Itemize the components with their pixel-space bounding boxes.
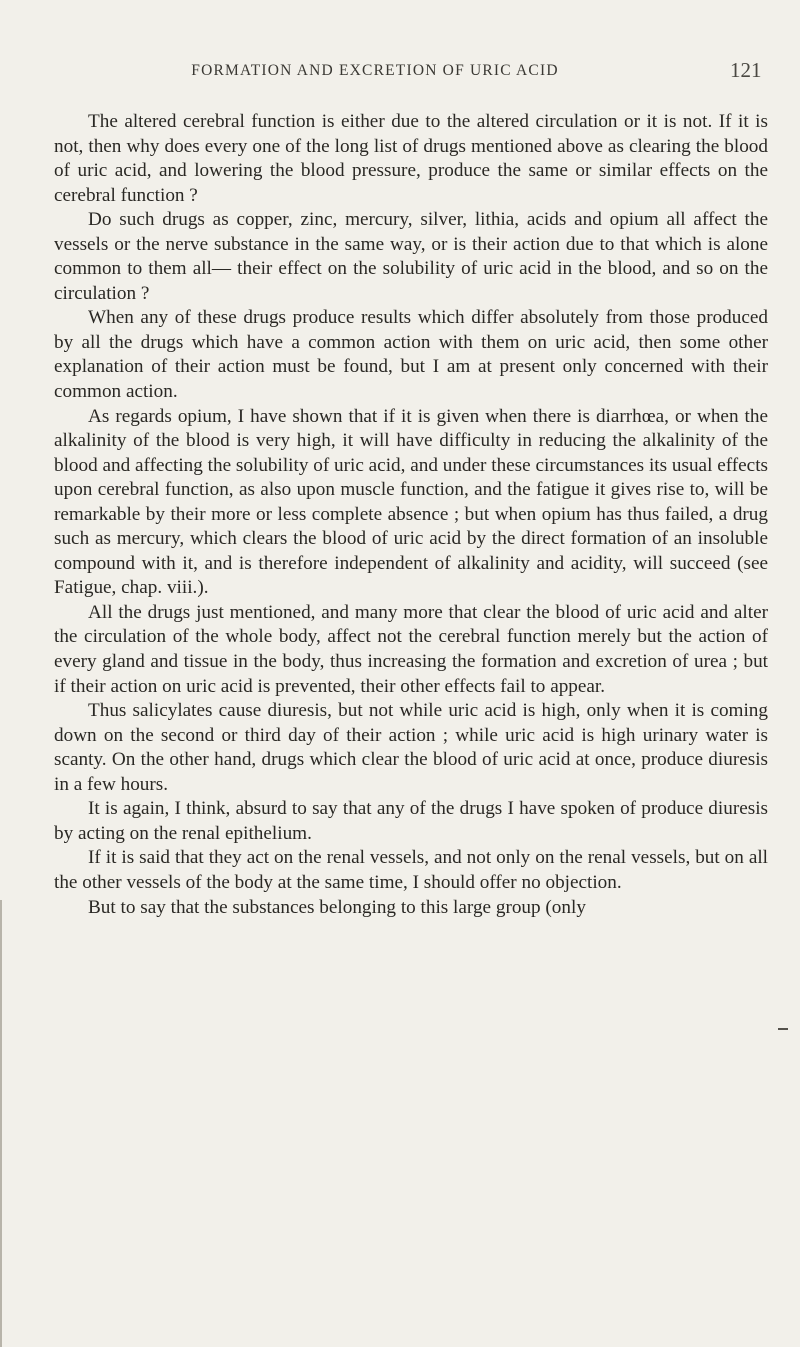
paragraph: If it is said that they act on the renal vessels, and not only on the renal vessels, but on all the other vessels of the body at the same time, I should offer no objection. (54, 847, 768, 893)
paragraph: Do such drugs as copper, zinc, mercury, silver, lithia, acids and opium all affect the vessels or the nerve substance in the same way, or is their action due to that which is alone common to them all— their effect on the solubility of uric acid in the blood, and so on the circulation ? (54, 209, 768, 304)
margin-dash-mark (778, 1028, 788, 1030)
paragraph: But to say that the substances belonging to this large group (only (88, 896, 586, 918)
body-text (54, 110, 768, 920)
paragraph: As regards opium, I have shown that if it is given when there is diarrhœa, or when the alkalinity of the blood is very high, it will have difficulty in reducing the alkalinity of the blood and affecting the solubility of uric acid, and under these circumstances its usual effects upon cerebral function, as also upon muscle function, and the fatigue it gives rise to, will be remarkable by their more or less complete absence ; but when opium has thus failed, a drug such as mercury, which clears the blood of uric acid by the direct formation of an insoluble compound with it, and is therefore independent of alkalinity and acidity, will succeed (see Fatigue, chap. viii.). (54, 405, 768, 599)
paragraph: Thus salicylates cause diuresis, but not while uric acid is high, only when it is coming down on the second or third day of their action ; while uric acid is high urinary water is scanty. On the other hand, drugs which clear the blood of uric acid at once, produce diuresis in a few hours. (54, 700, 768, 795)
paragraph: It is again, I think, absurd to say that any of the drugs I have spoken of produce diuresis by acting on the renal epithelium. (54, 798, 768, 844)
running-title: FORMATION AND EXCRETION OF URIC ACID (191, 62, 559, 79)
binding-edge-shadow (0, 900, 2, 1347)
page-number: 121 (730, 58, 762, 82)
paragraph: All the drugs just mentioned, and many more that clear the blood of uric acid and alter the circulation of the whole body, affect not the cerebral function merely but the action of every gland and tissue in the body, thus increasing the formation and excretion of urea ; but if their action on uric acid is prevented, their other effects fail to appear. (54, 601, 768, 697)
paragraph: The altered cerebral function is either due to the altered circulation or it is not. If it is not, then why does every one of the long list of drugs mentioned above as clearing the blood of uric acid, and lowering the blood pressure, produce the same or similar effects on the cerebral function ? (54, 111, 768, 206)
paragraph: When any of these drugs produce results which differ absolutely from those produced by all the drugs which have a common action with them on uric acid, then some other explanation of their action must be found, but I am at present only concerned with their common action. (54, 307, 768, 403)
